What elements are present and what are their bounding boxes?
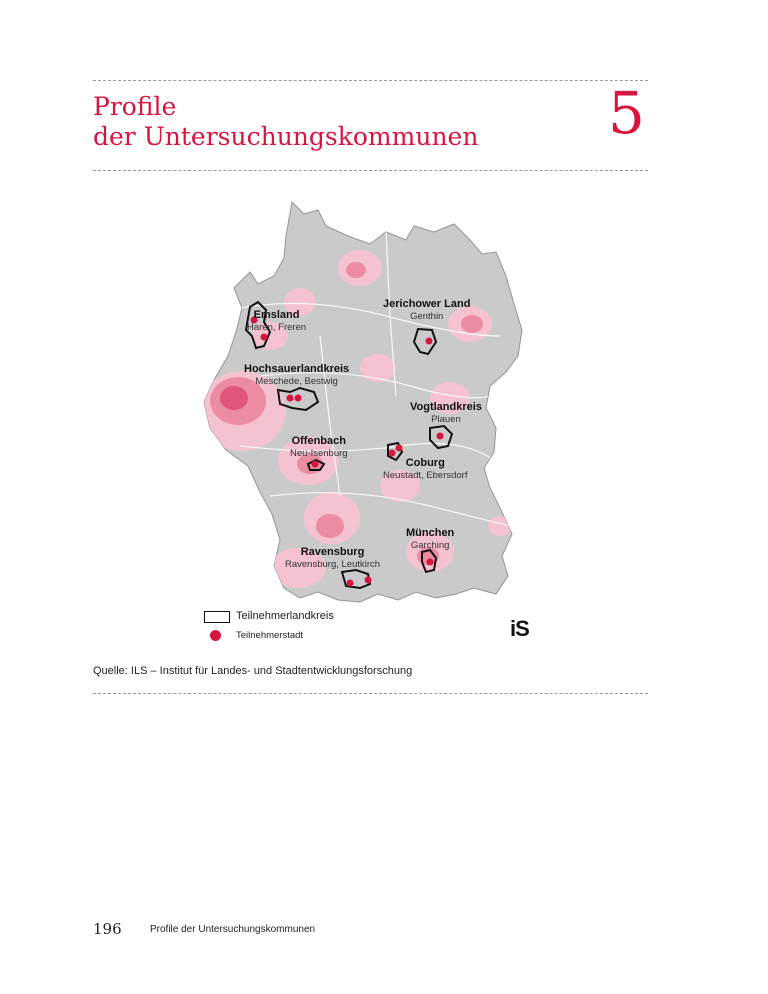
legend-district-label: Teilnehmerlandkreis xyxy=(236,610,334,622)
city-marker-plauen xyxy=(437,433,444,440)
region-name: München xyxy=(406,527,455,539)
map-label-vogtlandkreis xyxy=(410,401,482,425)
region-cities: Genthin xyxy=(410,311,444,322)
density-shading xyxy=(200,196,540,656)
region-name: Ravensburg xyxy=(300,546,365,558)
legend-city-swatch xyxy=(210,630,221,641)
map-label-coburg xyxy=(383,457,468,481)
legend-district-swatch xyxy=(204,611,230,623)
map-label-emsland xyxy=(247,309,306,333)
region-cities: Ravensburg, Leutkirch xyxy=(285,559,381,570)
map-label-jerichower-land xyxy=(383,298,470,322)
map-label-ravensburg xyxy=(285,546,380,570)
region-name: Coburg xyxy=(405,457,445,469)
ils-logo: iS xyxy=(510,616,529,641)
city-marker-ravensburg xyxy=(347,580,354,587)
region-name: Vogtlandkreis xyxy=(410,401,482,413)
region-cities: Garching xyxy=(410,540,450,551)
region-cities: Meschede, Bestwig xyxy=(255,376,338,387)
germany-map-graphic xyxy=(200,196,540,656)
bottom-divider xyxy=(93,693,648,694)
chapter-title-line1: Profile xyxy=(93,92,177,121)
city-marker-ebersdorf xyxy=(389,450,396,457)
legend-city-label: Teilnehmerstadt xyxy=(236,630,304,641)
region-name: Jerichower Land xyxy=(383,298,471,310)
city-marker-freren xyxy=(261,334,268,341)
city-marker-bestwig xyxy=(295,395,302,402)
city-marker-meschede xyxy=(287,395,294,402)
region-name: Hochsauerlandkreis xyxy=(244,363,350,375)
chapter-number: 5 xyxy=(608,79,645,147)
region-cities: Neustadt, Ebersdorf xyxy=(383,470,468,481)
region-cities: Haren, Freren xyxy=(247,322,307,333)
running-title: Profile der Untersuchungskommunen xyxy=(150,924,316,935)
page-number: 196 xyxy=(93,920,122,938)
title-divider xyxy=(93,170,648,171)
region-name: Emsland xyxy=(253,309,300,321)
region-cities: Neu-Isenburg xyxy=(290,448,348,459)
map-label-muenchen xyxy=(406,527,454,551)
map-label-hochsauerlandkreis xyxy=(244,363,349,387)
chapter-title-line2: der Untersuchungskommunen xyxy=(93,122,479,151)
region-cities: Plauen xyxy=(431,414,461,425)
region-name: Offenbach xyxy=(291,435,346,447)
city-marker-garching xyxy=(427,559,434,566)
source-note: Quelle: ILS – Institut für Landes- und Stadtentwicklungsforschung xyxy=(93,665,413,677)
top-divider xyxy=(93,80,648,81)
map-label-offenbach xyxy=(290,435,348,459)
city-marker-genthin xyxy=(426,338,433,345)
city-marker-neu-isenburg xyxy=(312,461,319,468)
city-marker-neustadt xyxy=(396,445,403,452)
city-marker-leutkirch xyxy=(365,577,372,584)
chapter-title xyxy=(93,92,478,152)
germany-map xyxy=(200,196,540,656)
